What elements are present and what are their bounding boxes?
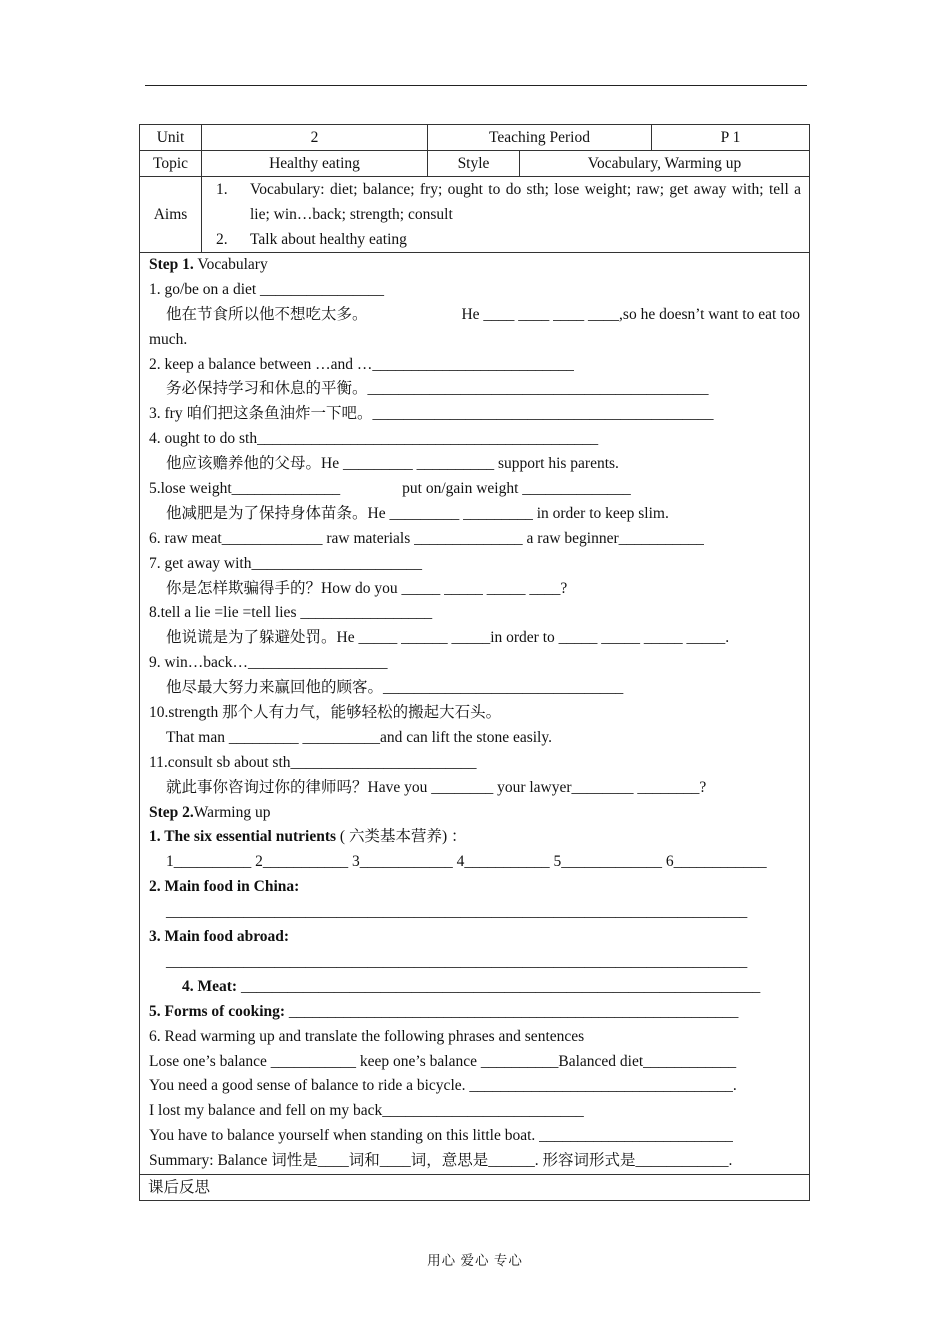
aims-list	[202, 177, 810, 253]
period-value: P 1	[652, 125, 810, 151]
topic-label: Topic	[140, 151, 202, 177]
vocab-line: 1. go/be on a diet ________________	[149, 280, 385, 298]
warmup-line	[149, 875, 800, 900]
main-food-china-heading: 2. Main food in China:	[149, 878, 300, 896]
warmup-line: ___________________________________________________________________________	[166, 952, 748, 970]
vocab-line: 他应该赡养他的父母。He _________ __________ support his parents.	[166, 455, 619, 473]
style-value: Vocabulary, Warming up	[520, 151, 810, 177]
warmup-line: You need a good sense of balance to ride a bicycle. __________________________________.	[149, 1077, 737, 1095]
phrase-lose-weight: 5.lose weight______________	[149, 480, 341, 498]
warmup-line	[149, 1000, 800, 1025]
aim-text: Vocabulary: diet; balance; fry; ought to do sth; lose weight; raw; get away with; tell a lie; win…back; strength; consult	[250, 181, 801, 223]
vocab-line: 他减肥是为了保持身体苗条。He _________ _________ in order to keep slim.	[166, 504, 669, 522]
warmup-line: 6. Read warming up and translate the following phrases and sentences	[149, 1027, 585, 1045]
aims-row	[140, 177, 810, 253]
aims-label: Aims	[140, 177, 202, 253]
content-row	[140, 253, 810, 1175]
aim-item	[216, 177, 801, 227]
vocab-line: That man _________ __________and can lift the stone easily.	[166, 728, 552, 746]
reflection-row	[140, 1175, 810, 1201]
step1-name: Vocabulary	[193, 256, 268, 273]
step2-name: Warming up	[193, 803, 271, 821]
vocab-line: 10.strength 那个人有力气，能够轻松的搬起大石头。	[149, 704, 502, 722]
period-label: Teaching Period	[428, 125, 652, 151]
aim-number: 2.	[216, 231, 228, 248]
warmup-line	[149, 975, 800, 1000]
vocab-line: 9. win…back…__________________	[149, 654, 388, 672]
vocab-line	[149, 303, 800, 328]
vocab-line: 8.tell a lie =lie =tell lies _________________	[149, 604, 433, 622]
topic-row	[140, 151, 810, 177]
aim-number: 1.	[216, 181, 228, 198]
step2-heading	[149, 801, 800, 826]
vocab-line: 4. ought to do sth____________________________________________	[149, 430, 599, 448]
step1-heading	[149, 253, 800, 278]
vocab-line	[149, 477, 800, 502]
vocab-line: 6. raw meat_____________ raw materials ______________ a raw beginner___________	[149, 529, 704, 547]
warmup-line: ___________________________________________________________________________	[166, 903, 748, 921]
step2-title: Step 2.	[149, 803, 194, 821]
warmup-line: 1__________ 2___________ 3____________ 4___________ 5_____________ 6____________	[166, 853, 767, 871]
style-label: Style	[428, 151, 520, 177]
vocab-line: 3. fry 咱们把这条鱼油炸一下吧。____________________________________________	[149, 405, 714, 423]
lesson-plan-table	[139, 124, 810, 1201]
vocab-line: much.	[149, 330, 188, 348]
warmup-line: Lose one’s balance ___________ keep one’s balance __________Balanced diet____________	[149, 1052, 737, 1070]
phrase-gain-weight: put on/gain weight ______________	[402, 480, 631, 498]
nutrients-heading: 1. The six essential nutrients	[149, 828, 337, 846]
unit-value: 2	[202, 125, 428, 151]
topic-value: Healthy eating	[202, 151, 428, 177]
aim-text: Talk about healthy eating	[250, 231, 407, 248]
warmup-line	[149, 825, 800, 850]
cooking-heading: 5. Forms of cooking:	[149, 1002, 286, 1020]
meat-heading: 4. Meat:	[182, 977, 238, 995]
vocab-line: 2. keep a balance between …and …__________________________	[149, 355, 574, 373]
vocab-line: 就此事你咨询过你的律师吗？Have you ________ your lawyer________ ________?	[166, 778, 707, 796]
header-rule	[145, 85, 807, 86]
meat-blank: ___________________________________________________________________	[237, 977, 761, 995]
page-footer: 用心 爱心 专心	[427, 1253, 523, 1268]
warmup-line: Summary: Balance 词性是____词和____词，意思是______. 形容词形式是____________.	[149, 1152, 733, 1170]
unit-label: Unit	[140, 125, 202, 151]
vocab-line: 7. get away with______________________	[149, 554, 422, 572]
sentence-cn: 他在节食所以他不想吃太多。	[166, 305, 368, 323]
warmup-line	[149, 925, 800, 950]
sentence-en: He ____ ____ ____ ____,so he doesn’t want to eat too	[461, 305, 800, 323]
vocab-line: 他尽最大努力来赢回他的顾客。_______________________________	[166, 679, 624, 697]
vocab-line: 他说谎是为了躲避处罚。He _____ ______ _____in order to _____ _____ _____ _____.	[166, 629, 730, 647]
nutrients-note: ( 六类基本营养) ：	[336, 828, 467, 846]
lesson-content	[140, 253, 810, 1175]
vocab-line: 务必保持学习和休息的平衡。____________________________________________	[166, 380, 709, 398]
aim-item	[216, 227, 801, 252]
reflection-label: 课后反思	[140, 1175, 810, 1201]
warmup-line: I lost my balance and fell on my back__________________________	[149, 1102, 584, 1120]
step1-title: Step 1.	[149, 256, 194, 273]
cooking-blank: __________________________________________________________	[285, 1002, 739, 1020]
main-food-abroad-heading: 3. Main food abroad:	[149, 928, 290, 946]
warmup-line: You have to balance yourself when standing on this little boat. _________________________	[149, 1127, 733, 1145]
vocab-line: 11.consult sb about sth________________________	[149, 753, 477, 771]
vocab-line: 你是怎样欺骗得手的？How do you _____ _____ _____ ____?	[166, 579, 568, 597]
unit-row	[140, 125, 810, 151]
